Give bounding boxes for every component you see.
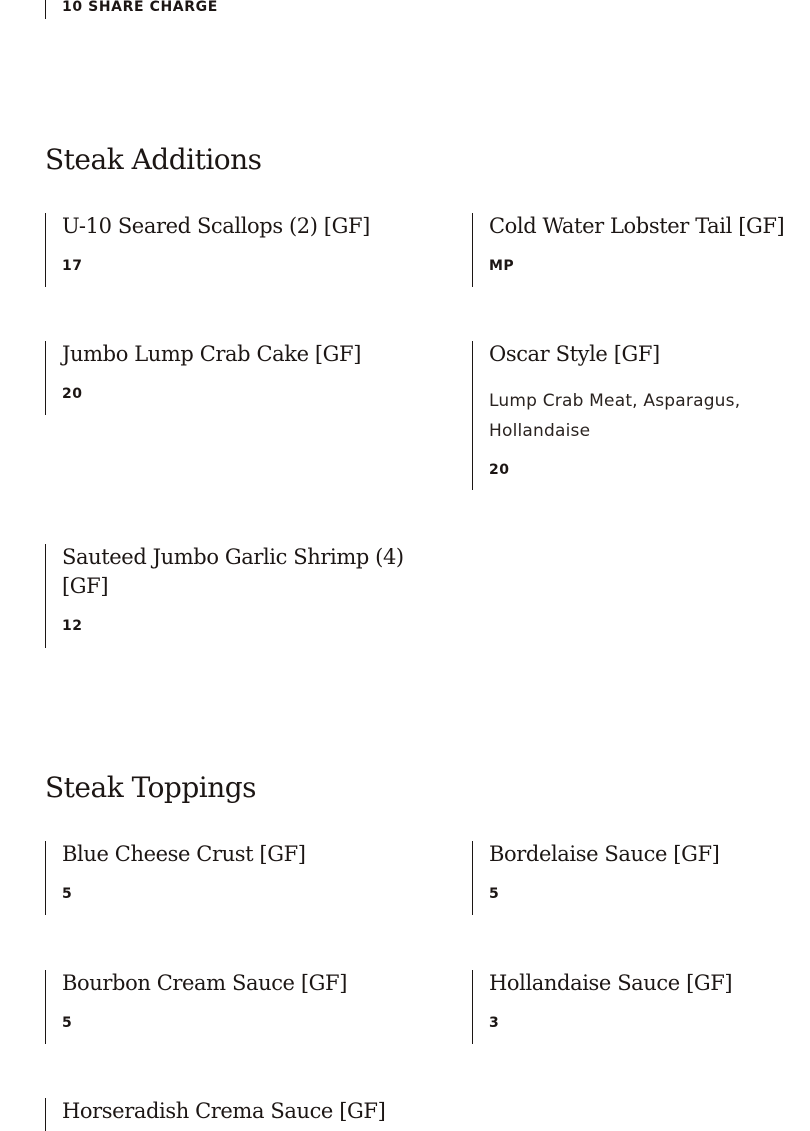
menu-item-name: Blue Cheese Crust [GF] <box>62 842 306 866</box>
menu-item-name: U-10 Seared Scallops (2) [GF] <box>62 214 370 238</box>
menu-item-hollandaise-sauce <box>472 970 810 1044</box>
menu-item-horseradish-crema <box>45 1098 465 1131</box>
menu-item-name: Bordelaise Sauce [GF] <box>489 842 720 866</box>
menu-item-price: 5 <box>62 886 73 902</box>
menu-item-seared-scallops <box>45 213 425 287</box>
menu-item-price: MP <box>489 258 515 274</box>
section-title-steak-toppings: Steak Toppings <box>45 771 257 804</box>
menu-item-price: 20 <box>489 462 510 478</box>
menu-item-name: Cold Water Lobster Tail [GF] <box>489 214 785 238</box>
menu-item-bordelaise-sauce <box>472 841 810 915</box>
menu-item-name: Bourbon Cream Sauce [GF] <box>62 971 347 995</box>
menu-item-price: 5 <box>489 886 500 902</box>
menu-item-price: 12 <box>62 618 83 634</box>
menu-item-price: 5 <box>62 1015 73 1031</box>
menu-item-price: 3 <box>489 1015 500 1031</box>
section-title-steak-additions: Steak Additions <box>45 143 262 176</box>
menu-item-price: 20 <box>62 386 83 402</box>
menu-item-name: Jumbo Lump Crab Cake [GF] <box>62 342 362 366</box>
menu-item-name: Horseradish Crema Sauce [GF] <box>62 1099 386 1123</box>
menu-item-description: Lump Crab Meat, Asparagus, Hollandaise <box>489 391 741 441</box>
menu-item-garlic-shrimp <box>45 544 425 648</box>
menu-item-name: Oscar Style [GF] <box>489 342 660 366</box>
menu-item-lobster-tail <box>472 213 810 287</box>
menu-item-bourbon-cream-sauce <box>45 970 425 1044</box>
menu-item-blue-cheese-crust <box>45 841 425 915</box>
menu-item-crab-cake <box>45 341 425 415</box>
menu-item-price: 17 <box>62 258 83 274</box>
menu-item-name: Hollandaise Sauce [GF] <box>489 971 733 995</box>
menu-item-name: Sauteed Jumbo Garlic Shrimp (4) [GF] <box>62 545 404 598</box>
menu-item-oscar-style <box>472 341 782 490</box>
share-charge-note: 10 SHARE CHARGE <box>45 0 218 19</box>
